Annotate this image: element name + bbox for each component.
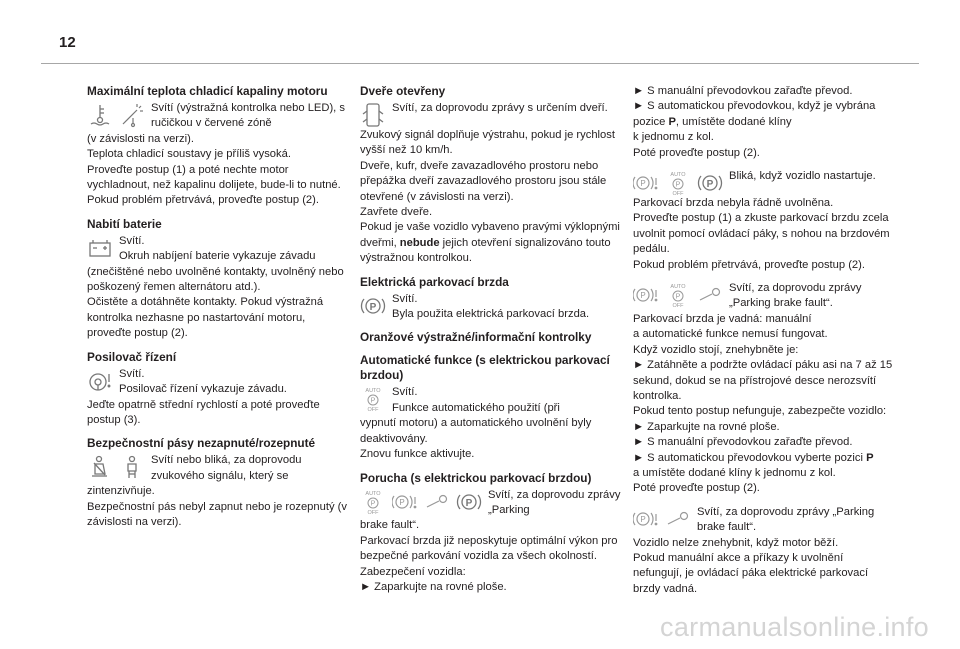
section-text-side: Svítí, za doprovodu zprávy „Parking brake fault“. xyxy=(729,282,862,310)
section-text-part: Zvukový signál doplňuje výstrahu, pokud je rychlost vyšší než 10 km/h. Dveře, kufr, dveře zavazadlového prostoru nebo přepážka dveří zavazadlového prostoru jsou stále otevřené (v závislosti na verzi). Zavřete dveře. Pokud je vaše vozidlo vybaveno pravými výklopnými dveřmi, xyxy=(360,129,620,249)
auto-off-icon xyxy=(360,386,386,412)
section-power-steering xyxy=(87,350,349,429)
section-text xyxy=(633,84,895,161)
section-text-side: Funkce automatického použití (při xyxy=(392,401,560,414)
svg-text:AUTO: AUTO xyxy=(670,172,686,179)
section-text: vypnutí motoru) a automatického uvolnění byly deaktivovány. Znovu funkce aktivujte. xyxy=(360,417,592,461)
section-text-side: Svítí. xyxy=(119,367,145,380)
section-electric-parking-brake xyxy=(360,275,622,323)
bold-word: nebude xyxy=(399,236,440,249)
auto-off-icon xyxy=(665,282,691,308)
section-text: brake fault“. Parkovací brzda již neposkytuje optimální výkon pro bezpečné parkování vozidla za všech okolností. Zabezpečení vozidla: ► Zaparkujte na rovné ploše. xyxy=(360,519,618,593)
steering-wheel-warning-icon xyxy=(87,368,113,394)
svg-text:P: P xyxy=(640,291,646,301)
rear-seatbelt-icon xyxy=(119,454,145,480)
section-title: Bezpečnostní pásy nezapnuté/rozepnuté xyxy=(87,436,316,451)
section-text: (v závislosti na verzi). Teplota chladicí soustavy je příliš vysoká. Proveďte postup (1) a poté nechte motor vychladnout, než kapalinu dolijete, bude-li to nutné. Pokud problém přetrvává, proveďte postup (2). xyxy=(87,132,341,207)
door-open-icon xyxy=(360,102,386,128)
section-text-side: Svítí. xyxy=(119,234,145,247)
wrench-icon xyxy=(697,282,723,308)
svg-text:P: P xyxy=(640,179,646,189)
svg-text:P: P xyxy=(675,293,681,301)
section-text: Jeďte opatrně střední rychlostí a poté proveďte postup (3). xyxy=(87,398,320,426)
section-title: Maximální teplota chladicí kapaliny motoru xyxy=(87,84,328,98)
section-coolant xyxy=(87,84,349,209)
bold-word: P xyxy=(866,451,874,464)
page-number: 12 xyxy=(59,34,76,51)
section-text-side: Svítí, za doprovodu zprávy s určením dveří. xyxy=(392,102,608,114)
svg-text:OFF: OFF xyxy=(367,509,379,515)
header-rule xyxy=(41,63,919,64)
section-seatbelts xyxy=(87,436,349,530)
parking-brake-icon xyxy=(360,293,386,319)
section-text-part: a umístěte dodané klíny k jednomu z kol. Poté proveďte postup (2). xyxy=(633,466,836,495)
section-text xyxy=(633,312,895,497)
section-orange-lights xyxy=(360,330,622,345)
section-text-side: Svítí (výstražná kontrolka nebo LED), s ručičkou v červené zóně xyxy=(151,102,345,130)
section-text-part: ► S manuální převodovkou zařaďte převod. ► S automatickou převodovkou, když je vybrána pozice xyxy=(633,85,876,128)
svg-text:P: P xyxy=(465,497,473,509)
svg-text:AUTO: AUTO xyxy=(365,388,381,395)
section-text-side: Byla použita elektrická parkovací brzda. xyxy=(392,308,590,321)
section-text: Vozidlo nelze znehybnit, když motor běží. Pokud manuální akce a příkazy k uvolnění nefungují, je ovládací páka elektrické parkovací brzdy vadná. xyxy=(633,536,869,595)
bold-word: P xyxy=(668,115,676,128)
section-text xyxy=(360,128,622,267)
parking-brake-fault-icon xyxy=(633,170,659,196)
section-battery xyxy=(87,217,349,342)
svg-text:AUTO: AUTO xyxy=(670,284,686,291)
column-3 xyxy=(633,84,895,605)
section-text: (znečištěné nebo uvolněné kontakty, uvolněný nebo poškozený řemen alternátoru atd.). Očistěte a dotáhněte kontakty. Pokud výstražná kontrolka nezhasne po nastartování motoru, proveďte postup (2). xyxy=(87,265,344,340)
section-text-side: Okruh nabíjení baterie vykazuje závadu xyxy=(119,250,316,263)
section-auto-functions xyxy=(360,353,622,462)
section-title: Posilovač řízení xyxy=(87,349,177,364)
svg-text:OFF: OFF xyxy=(672,191,684,197)
section-title: Porucha (s elektrickou parkovací brzdou) xyxy=(360,470,592,485)
section-text-side: Bliká, když vozidlo nastartuje. xyxy=(729,170,876,183)
svg-text:P: P xyxy=(369,301,377,313)
parking-brake-fault-icon xyxy=(633,506,659,532)
section-title: Nabití baterie xyxy=(87,216,162,231)
section-text-side: Svítí, za doprovodu zprávy „Parking xyxy=(488,488,621,516)
svg-text:P: P xyxy=(706,179,714,191)
section-text-part: jejich otevření signalizováno touto výstražnou kontrolkou. xyxy=(360,236,611,265)
svg-text:P: P xyxy=(370,397,376,405)
section-text-side: Svítí, za doprovodu zprávy „Parking brake fault“. xyxy=(697,505,875,534)
section-text-part: Parkovací brzda je vadná: manuální a automatické funkce nemusí fungovat. Když vozidlo stojí, znehybněte je: ► Zatáhněte a podržte ovládací páku asi na 7 až 15 sekund, dokud se na přístrojové desce nerozsvítí kontrolka. Pokud tento postup nefunguje, zabezpečte vozidlo: ► Zaparkujte na rovné ploše. ► S manuální převodovkou zařaďte převod. ► S automatickou převodovkou vyberte pozici xyxy=(633,312,893,464)
section-door-open xyxy=(360,84,622,267)
svg-text:OFF: OFF xyxy=(672,303,684,309)
parking-brake-fault-icon xyxy=(633,282,659,308)
column-2 xyxy=(360,84,622,603)
section-title: Automatické funkce (s elektrickou parkovací brzdou) xyxy=(360,353,610,383)
section-brake-fault xyxy=(633,281,895,497)
coolant-temperature-icon xyxy=(87,102,113,128)
svg-text:AUTO: AUTO xyxy=(365,490,381,497)
section-text-side: Svítí nebo bliká, za doprovodu zvukového signálu, který se xyxy=(151,454,302,482)
column-1 xyxy=(87,84,349,538)
seatbelt-icon xyxy=(87,454,113,480)
coolant-temperature-hand-icon xyxy=(119,102,145,128)
section-text-part: , umístěte dodané klíny k jednomu z kol. Poté proveďte postup (2). xyxy=(633,115,792,159)
parking-brake-icon xyxy=(456,489,482,515)
svg-text:P: P xyxy=(399,497,405,507)
svg-text:P: P xyxy=(640,514,646,524)
wrench-icon xyxy=(665,506,691,532)
auto-off-icon xyxy=(665,170,691,196)
section-brake-fault-2 xyxy=(633,505,895,597)
section-title: Oranžové výstražné/informační kontrolky xyxy=(360,330,592,345)
section-fault xyxy=(360,471,622,596)
section-text-side: Svítí. xyxy=(392,386,418,399)
svg-text:P: P xyxy=(675,181,681,189)
svg-text:OFF: OFF xyxy=(367,407,379,413)
parking-brake-icon xyxy=(697,170,723,196)
battery-icon xyxy=(87,235,113,261)
parking-brake-fault-icon xyxy=(392,489,418,515)
section-text-side: Posilovač řízení vykazuje závadu. xyxy=(119,383,287,396)
watermark: carmanualsonline.info xyxy=(660,612,929,642)
section-text: zintenzivňuje. Bezpečnostní pás nebyl zapnut nebo je rozepnutý (v závislosti na verzi). xyxy=(87,485,347,528)
section-title: Dveře otevřeny xyxy=(360,84,446,98)
section-flashing xyxy=(633,169,895,273)
section-text-side: Svítí. xyxy=(392,292,418,305)
section-title: Elektrická parkovací brzda xyxy=(360,274,509,289)
auto-off-icon xyxy=(360,489,386,515)
wrench-icon xyxy=(424,489,450,515)
svg-text:P: P xyxy=(370,500,376,507)
section-text: Parkovací brzda nebyla řádně uvolněna. Proveďte postup (1) a zkuste parkovací brzdu zcela uvolnit pomocí ovládací páky, s nohou na brzdovém pedálu. Pokud problém přetrvává, proveďte postup (2). xyxy=(633,197,890,271)
